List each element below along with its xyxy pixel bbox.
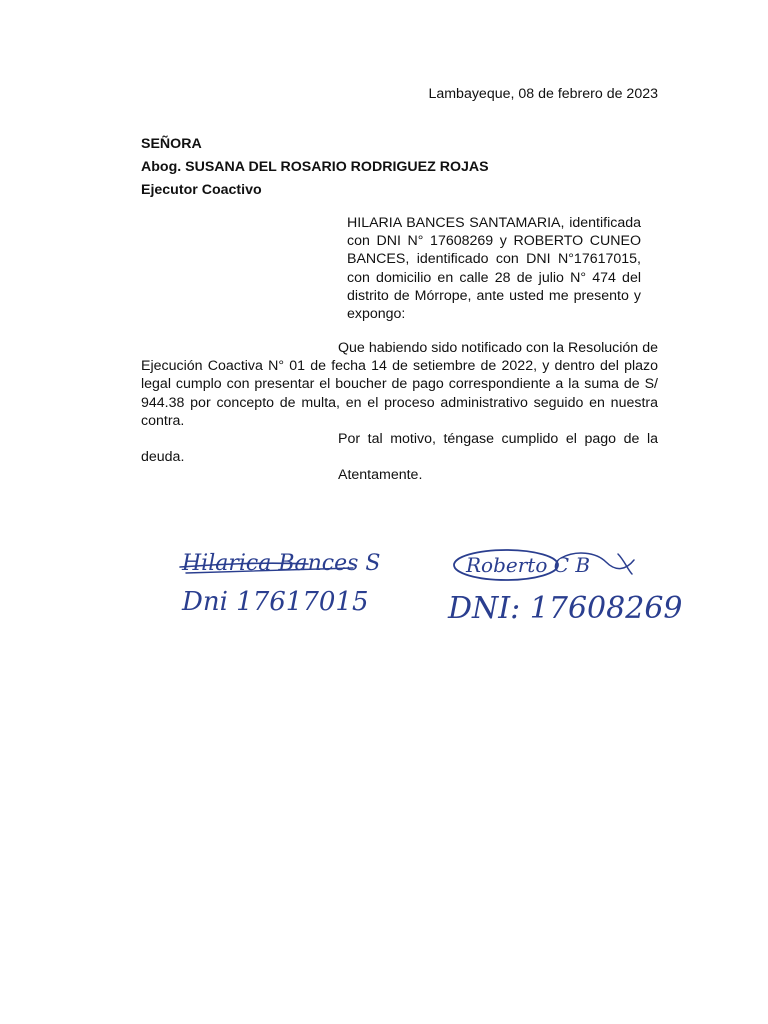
signature-hilaria-name: Hilarica Bances S	[182, 551, 381, 576]
recipient-title: Ejecutor Coactivo	[141, 182, 262, 198]
signature-roberto-dni: DNI: 17608269	[448, 591, 683, 626]
body-paragraph-1: Que habiendo sido notificado con la Resolución de Ejecución Coactiva N° 01 de fecha 14 de setiembre de 2022, y dentro del plazo legal cumplo con presentar el boucher de pago correspondiente a la suma de S/ 944.38 por concepto de multa, en el proceso administrativo seguido en nuestra contra.	[141, 340, 658, 429]
signature-roberto	[446, 540, 683, 630]
signature-roberto-drawing	[446, 540, 683, 630]
signature-hilaria	[178, 540, 381, 620]
intro-paragraph: HILARIA BANCES SANTAMARIA, identificada con DNI N° 17608269 y ROBERTO CUNEO BANCES, identificado con DNI N°17617015, con domicilio en calle 28 de julio N° 474 del distrito de Mórrope, ante usted me presento y expongo:	[347, 215, 641, 323]
closing-line: Atentamente.	[338, 467, 423, 484]
signature-hilaria-dni: Dni 17617015	[182, 587, 369, 617]
letter-body	[141, 339, 658, 485]
place-date: Lambayeque, 08 de febrero de 2023	[428, 86, 658, 102]
recipient-name: Abog. SUSANA DEL ROSARIO RODRIGUEZ ROJAS	[141, 159, 489, 175]
recipient-block	[141, 133, 489, 202]
signature-hilaria-drawing	[178, 540, 381, 620]
signature-roberto-name: Roberto C B	[466, 553, 591, 577]
body-paragraph-2: Por tal motivo, téngase cumplido el pago de la deuda.	[141, 431, 658, 466]
recipient-salutation: SEÑORA	[141, 136, 202, 152]
